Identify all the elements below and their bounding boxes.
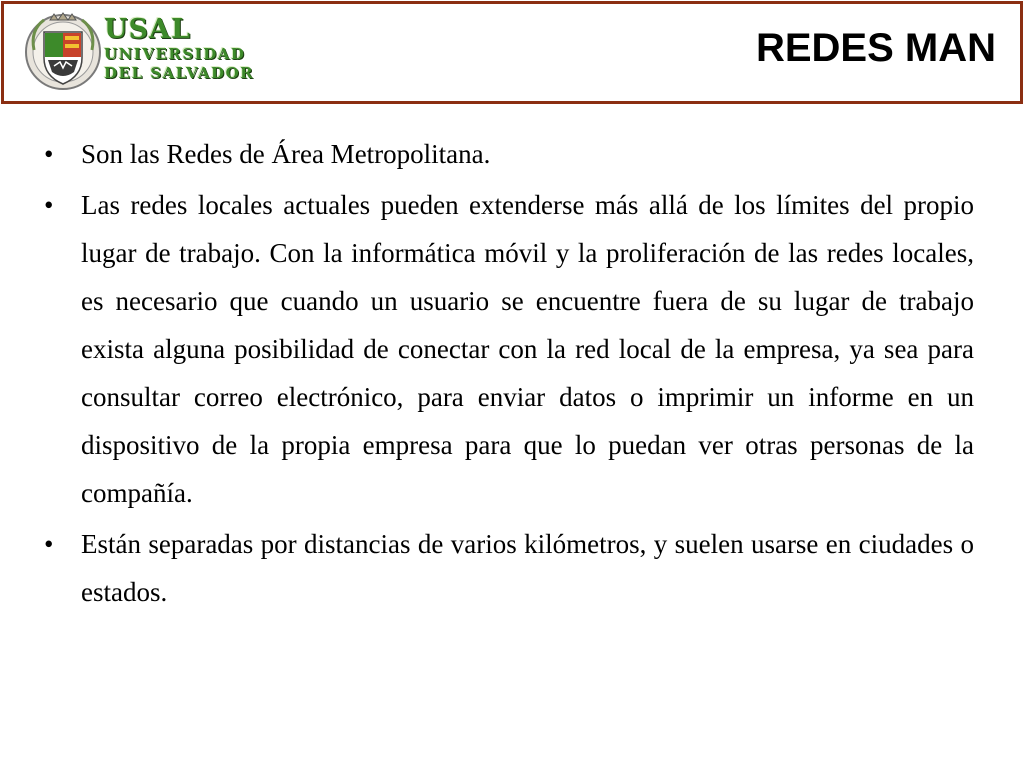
logo-usal: USAL xyxy=(104,14,191,45)
slide-header xyxy=(1,1,1023,104)
bullet-text: Son las Redes de Área Metropolitana. xyxy=(81,139,491,169)
logo-del-salvador: DEL SALVADOR xyxy=(104,64,255,82)
bullet-text: Las redes locales actuales pueden extenderse más allá de los límites del propio lugar de trabajo. Con la informática móvil y la proliferación de las redes locales, es necesario que cuando un usuario se encuentre fuera de su lugar de trabajo exista alguna posibilidad de conectar con la red local de la empresa, ya sea para consultar correo electrónico, para enviar datos o imprimir un informe en un dispositivo de la propia empresa para que lo puedan ver otras personas de la compañía. xyxy=(81,190,974,508)
bullet-dot: • xyxy=(44,529,54,559)
bullet-item-3 xyxy=(40,520,974,616)
logo-universidad: UNIVERSIDAD xyxy=(104,45,246,63)
bullet-list xyxy=(40,130,974,616)
bullet-item-1 xyxy=(40,130,974,178)
slide-title: REDES MAN xyxy=(755,26,996,70)
crest-icon xyxy=(24,10,102,96)
bullet-dot: • xyxy=(44,139,54,169)
logo-text xyxy=(104,16,254,81)
slide-content xyxy=(40,130,974,619)
bullet-text: Están separadas por distancias de varios kilómetros, y suelen usarse en ciudades o estados. xyxy=(81,529,974,607)
bullet-item-2 xyxy=(40,181,974,517)
bullet-dot: • xyxy=(44,190,54,220)
university-logo xyxy=(24,10,299,98)
